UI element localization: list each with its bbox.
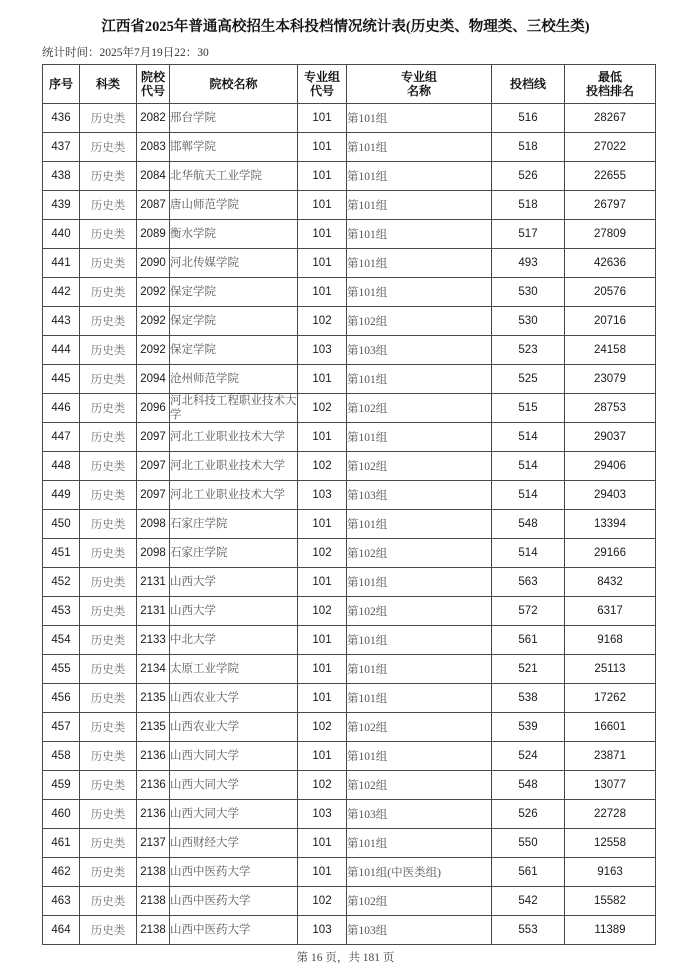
cell-group-name: 第101组 — [347, 191, 492, 220]
cell-lowest-rank: 8432 — [565, 568, 656, 597]
table-header — [43, 65, 656, 104]
cell-group-code: 101 — [298, 162, 347, 191]
cell-lowest-rank: 20716 — [565, 307, 656, 336]
cell-sequence: 464 — [43, 916, 80, 945]
cell-lowest-rank: 9168 — [565, 626, 656, 655]
cell-sequence: 437 — [43, 133, 80, 162]
cell-lowest-rank: 42636 — [565, 249, 656, 278]
cell-group-name: 第102组 — [347, 887, 492, 916]
cell-score-line: 526 — [492, 800, 565, 829]
cell-score-line: 521 — [492, 655, 565, 684]
cell-school-name: 山西大同大学 — [170, 800, 298, 829]
cell-score-line: 526 — [492, 162, 565, 191]
cell-sequence: 448 — [43, 452, 80, 481]
cell-category: 历史类 — [80, 191, 137, 220]
cell-score-line: 514 — [492, 539, 565, 568]
cell-school-name: 河北工业职业技术大学 — [170, 423, 298, 452]
table-row — [43, 481, 656, 510]
cell-sequence: 441 — [43, 249, 80, 278]
cell-group-name: 第101组 — [347, 278, 492, 307]
table-row — [43, 887, 656, 916]
cell-sequence: 459 — [43, 771, 80, 800]
cell-lowest-rank: 27809 — [565, 220, 656, 249]
column-header-category: 科类 — [80, 65, 137, 104]
column-header-group-code-line2: 代号 — [309, 84, 334, 98]
cell-school-name: 唐山师范学院 — [170, 191, 298, 220]
cell-school-name: 石家庄学院 — [170, 539, 298, 568]
cell-school-code: 2097 — [137, 481, 170, 510]
cell-group-code: 101 — [298, 742, 347, 771]
cell-category: 历史类 — [80, 713, 137, 742]
cell-school-name: 保定学院 — [170, 278, 298, 307]
cell-category: 历史类 — [80, 655, 137, 684]
cell-score-line: 514 — [492, 481, 565, 510]
cell-school-name: 山西大同大学 — [170, 771, 298, 800]
column-header-score-line: 投档线 — [492, 65, 565, 104]
cell-sequence: 449 — [43, 481, 80, 510]
cell-group-code: 101 — [298, 626, 347, 655]
cell-group-name: 第103组 — [347, 800, 492, 829]
cell-score-line: 538 — [492, 684, 565, 713]
table-row — [43, 742, 656, 771]
cell-school-name: 山西大学 — [170, 597, 298, 626]
cell-school-code: 2087 — [137, 191, 170, 220]
cell-group-name: 第102组 — [347, 771, 492, 800]
cell-school-code: 2135 — [137, 684, 170, 713]
cell-category: 历史类 — [80, 684, 137, 713]
table-row — [43, 104, 656, 133]
cell-category: 历史类 — [80, 481, 137, 510]
cell-group-name: 第101组 — [347, 510, 492, 539]
cell-group-code: 101 — [298, 423, 347, 452]
cell-group-name: 第101组 — [347, 626, 492, 655]
table-row — [43, 858, 656, 887]
cell-category: 历史类 — [80, 133, 137, 162]
table-row — [43, 394, 656, 423]
cell-score-line: 530 — [492, 307, 565, 336]
cell-score-line: 514 — [492, 452, 565, 481]
cell-group-code: 102 — [298, 307, 347, 336]
cell-lowest-rank: 13394 — [565, 510, 656, 539]
cell-sequence: 436 — [43, 104, 80, 133]
cell-school-name: 山西中医药大学 — [170, 887, 298, 916]
cell-school-code: 2137 — [137, 829, 170, 858]
cell-category: 历史类 — [80, 307, 137, 336]
cell-sequence: 447 — [43, 423, 80, 452]
column-header-school-code-line1: 院校 — [140, 70, 165, 84]
cell-score-line: 553 — [492, 916, 565, 945]
cell-sequence: 463 — [43, 887, 80, 916]
cell-group-code: 102 — [298, 452, 347, 481]
cell-school-code: 2090 — [137, 249, 170, 278]
cell-sequence: 450 — [43, 510, 80, 539]
table-row — [43, 191, 656, 220]
admission-statistics-table — [42, 64, 656, 945]
column-header-lowest-rank-line2: 投档排名 — [585, 84, 634, 98]
cell-group-code: 101 — [298, 829, 347, 858]
table-row — [43, 336, 656, 365]
cell-sequence: 462 — [43, 858, 80, 887]
column-header-lowest-rank — [565, 65, 656, 104]
table-row — [43, 568, 656, 597]
cell-group-code: 101 — [298, 133, 347, 162]
cell-score-line: 518 — [492, 133, 565, 162]
cell-group-name: 第102组 — [347, 452, 492, 481]
cell-group-name: 第101组 — [347, 365, 492, 394]
cell-school-name: 山西中医药大学 — [170, 858, 298, 887]
cell-group-code: 102 — [298, 771, 347, 800]
cell-lowest-rank: 26797 — [565, 191, 656, 220]
table-row — [43, 539, 656, 568]
page-footer: 第 16 页，共 181 页 — [296, 952, 395, 964]
cell-sequence: 458 — [43, 742, 80, 771]
cell-group-code: 102 — [298, 539, 347, 568]
table-row — [43, 365, 656, 394]
cell-sequence: 457 — [43, 713, 80, 742]
cell-group-name: 第101组 — [347, 104, 492, 133]
cell-score-line: 523 — [492, 336, 565, 365]
cell-school-code: 2094 — [137, 365, 170, 394]
cell-school-name: 河北科技工程职业技术大学 — [170, 395, 297, 421]
cell-school-code: 2135 — [137, 713, 170, 742]
cell-group-name: 第101组 — [347, 423, 492, 452]
cell-school-code: 2136 — [137, 742, 170, 771]
table-row — [43, 771, 656, 800]
cell-sequence: 456 — [43, 684, 80, 713]
cell-group-name: 第102组 — [347, 597, 492, 626]
table-row — [43, 626, 656, 655]
cell-school-code: 2092 — [137, 336, 170, 365]
cell-lowest-rank: 29037 — [565, 423, 656, 452]
cell-category: 历史类 — [80, 162, 137, 191]
cell-score-line: 548 — [492, 771, 565, 800]
table-row — [43, 916, 656, 945]
cell-group-name: 第101组 — [347, 249, 492, 278]
table-row — [43, 597, 656, 626]
cell-school-name: 沧州师范学院 — [170, 365, 298, 394]
cell-category: 历史类 — [80, 365, 137, 394]
cell-score-line: 539 — [492, 713, 565, 742]
cell-school-name: 河北工业职业技术大学 — [170, 481, 298, 510]
column-header-sequence: 序号 — [43, 65, 80, 104]
table-row — [43, 307, 656, 336]
cell-category: 历史类 — [80, 452, 137, 481]
cell-lowest-rank: 6317 — [565, 597, 656, 626]
cell-lowest-rank: 17262 — [565, 684, 656, 713]
cell-sequence: 451 — [43, 539, 80, 568]
cell-group-code: 101 — [298, 510, 347, 539]
column-header-school-name: 院校名称 — [170, 65, 298, 104]
cell-score-line: 516 — [492, 104, 565, 133]
cell-sequence: 442 — [43, 278, 80, 307]
cell-category: 历史类 — [80, 800, 137, 829]
cell-school-name: 河北传媒学院 — [170, 249, 298, 278]
cell-school-code: 2138 — [137, 858, 170, 887]
cell-category: 历史类 — [80, 423, 137, 452]
cell-sequence: 439 — [43, 191, 80, 220]
cell-school-name: 山西农业大学 — [170, 713, 298, 742]
column-header-group-name-line1: 专业组 — [400, 70, 437, 84]
cell-school-name: 衡水学院 — [170, 220, 298, 249]
cell-category: 历史类 — [80, 249, 137, 278]
cell-school-name: 邢台学院 — [170, 104, 298, 133]
cell-lowest-rank: 13077 — [565, 771, 656, 800]
cell-school-code: 2092 — [137, 307, 170, 336]
table-row — [43, 278, 656, 307]
cell-group-code: 101 — [298, 249, 347, 278]
cell-sequence: 440 — [43, 220, 80, 249]
cell-group-code: 103 — [298, 916, 347, 945]
cell-school-code: 2083 — [137, 133, 170, 162]
cell-school-name: 山西大学 — [170, 568, 298, 597]
cell-school-code: 2092 — [137, 278, 170, 307]
cell-school-name: 山西农业大学 — [170, 684, 298, 713]
column-header-group-code-line1: 专业组 — [303, 70, 340, 84]
cell-category: 历史类 — [80, 220, 137, 249]
cell-group-code: 101 — [298, 568, 347, 597]
cell-group-code: 103 — [298, 800, 347, 829]
cell-school-name: 太原工业学院 — [170, 655, 298, 684]
cell-group-code: 101 — [298, 365, 347, 394]
cell-group-code: 102 — [298, 887, 347, 916]
cell-lowest-rank: 15582 — [565, 887, 656, 916]
cell-school-name: 石家庄学院 — [170, 510, 298, 539]
cell-score-line: 563 — [492, 568, 565, 597]
cell-group-code: 103 — [298, 481, 347, 510]
cell-group-name: 第102组 — [347, 539, 492, 568]
cell-school-code: 2138 — [137, 916, 170, 945]
cell-sequence: 454 — [43, 626, 80, 655]
table-row — [43, 133, 656, 162]
table-row — [43, 249, 656, 278]
cell-lowest-rank: 27022 — [565, 133, 656, 162]
cell-score-line: 493 — [492, 249, 565, 278]
cell-group-name: 第101组 — [347, 220, 492, 249]
cell-category: 历史类 — [80, 742, 137, 771]
cell-lowest-rank: 23871 — [565, 742, 656, 771]
cell-score-line: 548 — [492, 510, 565, 539]
table-row — [43, 655, 656, 684]
cell-category: 历史类 — [80, 626, 137, 655]
cell-group-name: 第102组 — [347, 713, 492, 742]
cell-lowest-rank: 29406 — [565, 452, 656, 481]
table-row — [43, 452, 656, 481]
table-header-row — [43, 65, 656, 104]
cell-school-code: 2136 — [137, 800, 170, 829]
table-row — [43, 423, 656, 452]
admission-table-container — [42, 64, 649, 945]
cell-sequence: 453 — [43, 597, 80, 626]
cell-school-code: 2098 — [137, 510, 170, 539]
cell-school-code: 2134 — [137, 655, 170, 684]
cell-school-name: 保定学院 — [170, 336, 298, 365]
cell-school-code: 2131 — [137, 597, 170, 626]
cell-lowest-rank: 29166 — [565, 539, 656, 568]
cell-lowest-rank: 28753 — [565, 394, 656, 423]
cell-school-code: 2097 — [137, 452, 170, 481]
cell-score-line: 518 — [492, 191, 565, 220]
cell-category: 历史类 — [80, 568, 137, 597]
cell-category: 历史类 — [80, 597, 137, 626]
cell-sequence: 452 — [43, 568, 80, 597]
table-row — [43, 162, 656, 191]
cell-group-code: 101 — [298, 220, 347, 249]
cell-score-line: 561 — [492, 626, 565, 655]
cell-school-code: 2089 — [137, 220, 170, 249]
cell-score-line: 524 — [492, 742, 565, 771]
cell-lowest-rank: 29403 — [565, 481, 656, 510]
column-header-group-name — [347, 65, 492, 104]
cell-sequence: 460 — [43, 800, 80, 829]
cell-school-code: 2131 — [137, 568, 170, 597]
column-header-school-code — [137, 65, 170, 104]
cell-score-line: 550 — [492, 829, 565, 858]
cell-category: 历史类 — [80, 539, 137, 568]
table-row — [43, 800, 656, 829]
cell-group-name: 第103组 — [347, 481, 492, 510]
cell-score-line: 517 — [492, 220, 565, 249]
cell-score-line: 572 — [492, 597, 565, 626]
cell-category: 历史类 — [80, 336, 137, 365]
cell-category: 历史类 — [80, 829, 137, 858]
cell-group-name: 第101组 — [347, 133, 492, 162]
cell-score-line: 514 — [492, 423, 565, 452]
cell-school-code: 2082 — [137, 104, 170, 133]
cell-lowest-rank: 24158 — [565, 336, 656, 365]
cell-lowest-rank: 20576 — [565, 278, 656, 307]
cell-group-code: 101 — [298, 191, 347, 220]
table-row — [43, 510, 656, 539]
cell-group-code: 101 — [298, 104, 347, 133]
cell-school-code: 2096 — [137, 394, 170, 423]
column-header-group-name-line2: 名称 — [406, 84, 431, 98]
cell-score-line: 542 — [492, 887, 565, 916]
cell-lowest-rank: 9163 — [565, 858, 656, 887]
table-row — [43, 829, 656, 858]
cell-lowest-rank: 16601 — [565, 713, 656, 742]
cell-school-name: 中北大学 — [170, 626, 298, 655]
cell-group-name: 第103组 — [347, 916, 492, 945]
cell-group-name: 第101组 — [347, 162, 492, 191]
cell-lowest-rank: 28267 — [565, 104, 656, 133]
cell-group-code: 102 — [298, 394, 347, 423]
cell-sequence: 446 — [43, 394, 80, 423]
cell-category: 历史类 — [80, 916, 137, 945]
page-title: 江西省2025年普通高校招生本科投档情况统计表(历史类、物理类、三校生类) — [101, 19, 590, 35]
cell-group-name: 第101组 — [347, 655, 492, 684]
cell-school-name: 邯郸学院 — [170, 133, 298, 162]
cell-group-code: 101 — [298, 684, 347, 713]
cell-lowest-rank: 11389 — [565, 916, 656, 945]
cell-sequence: 438 — [43, 162, 80, 191]
cell-group-name: 第101组 — [347, 568, 492, 597]
table-row — [43, 684, 656, 713]
cell-sequence: 445 — [43, 365, 80, 394]
cell-lowest-rank: 22655 — [565, 162, 656, 191]
table-row — [43, 713, 656, 742]
cell-lowest-rank: 12558 — [565, 829, 656, 858]
cell-lowest-rank: 23079 — [565, 365, 656, 394]
statistics-time-label: 统计时间：2025年7月19日22：30 — [42, 47, 209, 59]
cell-category: 历史类 — [80, 858, 137, 887]
cell-category: 历史类 — [80, 394, 137, 423]
cell-group-name: 第103组 — [347, 336, 492, 365]
table-row — [43, 220, 656, 249]
cell-group-name: 第102组 — [347, 307, 492, 336]
cell-group-name: 第101组 — [347, 829, 492, 858]
cell-sequence: 443 — [43, 307, 80, 336]
cell-school-code: 2098 — [137, 539, 170, 568]
cell-category: 历史类 — [80, 104, 137, 133]
cell-group-code: 102 — [298, 713, 347, 742]
cell-category: 历史类 — [80, 771, 137, 800]
cell-group-name: 第101组 — [347, 742, 492, 771]
cell-school-name: 北华航天工业学院 — [170, 162, 298, 191]
cell-score-line: 561 — [492, 858, 565, 887]
cell-school-name: 河北工业职业技术大学 — [170, 452, 298, 481]
column-header-group-code — [298, 65, 347, 104]
cell-score-line: 530 — [492, 278, 565, 307]
cell-school-name: 山西财经大学 — [170, 829, 298, 858]
cell-school-name: 山西大同大学 — [170, 742, 298, 771]
cell-sequence: 444 — [43, 336, 80, 365]
cell-school-code: 2138 — [137, 887, 170, 916]
cell-group-code: 101 — [298, 655, 347, 684]
cell-group-name: 第101组(中医类组) — [347, 858, 492, 887]
cell-school-code: 2133 — [137, 626, 170, 655]
cell-group-code: 101 — [298, 858, 347, 887]
column-header-school-code-line2: 代号 — [140, 84, 165, 98]
cell-school-name: 山西中医药大学 — [170, 916, 298, 945]
cell-group-name: 第102组 — [347, 394, 492, 423]
cell-sequence: 455 — [43, 655, 80, 684]
cell-lowest-rank: 25113 — [565, 655, 656, 684]
cell-group-code: 103 — [298, 336, 347, 365]
cell-score-line: 525 — [492, 365, 565, 394]
cell-score-line: 515 — [492, 394, 565, 423]
cell-lowest-rank: 22728 — [565, 800, 656, 829]
cell-school-code: 2136 — [137, 771, 170, 800]
cell-school-name: 保定学院 — [170, 307, 298, 336]
cell-school-code: 2084 — [137, 162, 170, 191]
cell-category: 历史类 — [80, 887, 137, 916]
cell-sequence: 461 — [43, 829, 80, 858]
cell-category: 历史类 — [80, 510, 137, 539]
cell-category: 历史类 — [80, 278, 137, 307]
table-body — [43, 104, 656, 945]
column-header-lowest-rank-line1: 最低 — [597, 70, 622, 84]
cell-group-name: 第101组 — [347, 684, 492, 713]
cell-school-code: 2097 — [137, 423, 170, 452]
cell-group-code: 102 — [298, 597, 347, 626]
cell-group-code: 101 — [298, 278, 347, 307]
